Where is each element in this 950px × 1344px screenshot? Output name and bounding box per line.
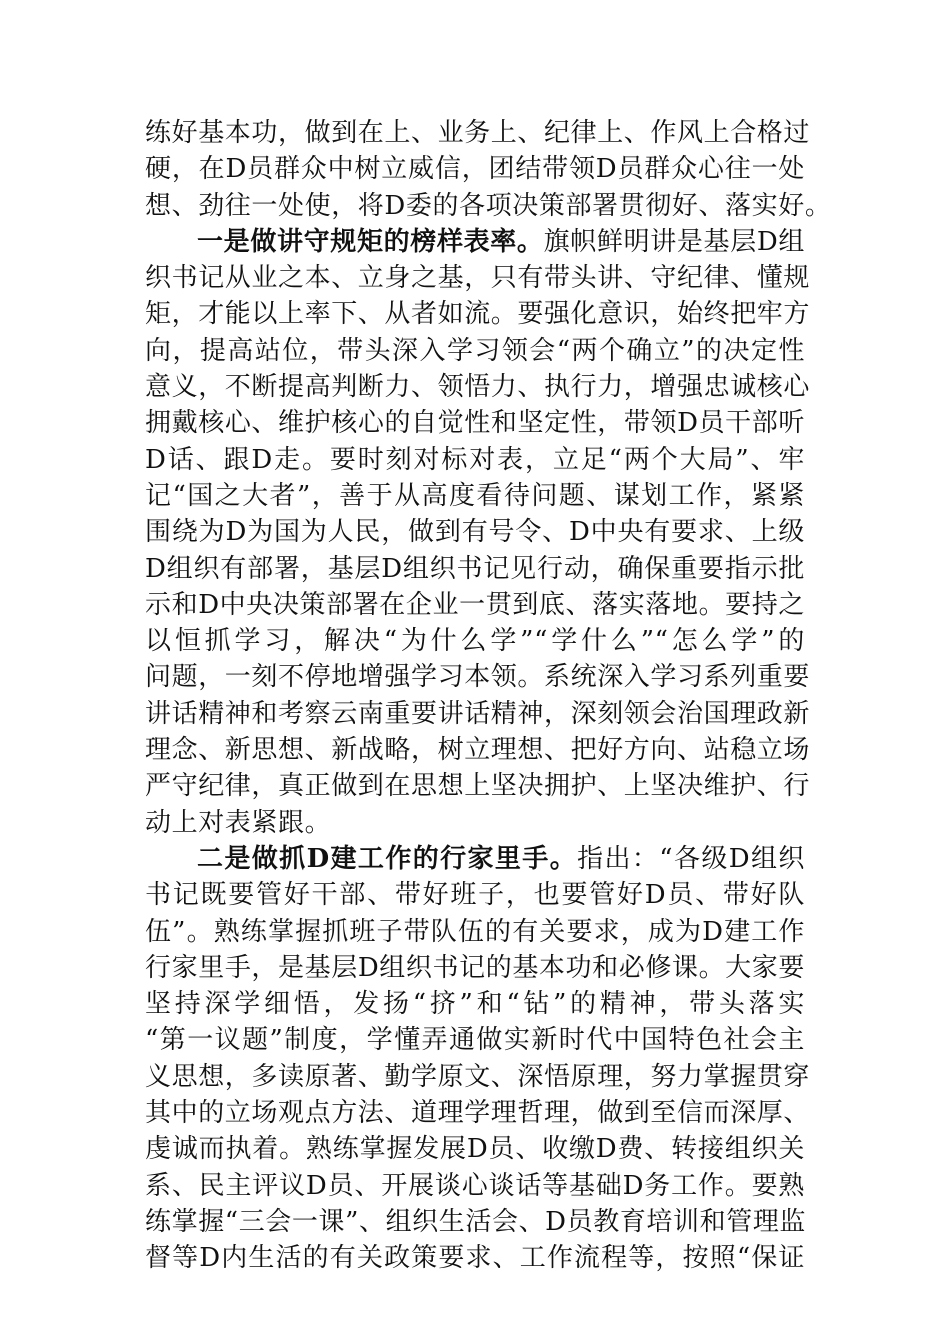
text-line: 示和D中央决策部署在企业一贯到底、落实落地。要持之 bbox=[145, 589, 805, 620]
text-line: 问题，一刻不停地增强学习本领。系统深入学习系列重要 bbox=[145, 662, 811, 693]
text-line: 练好基本功，做到在上、业务上、纪律上、作风上合格过 bbox=[145, 118, 811, 148]
body-text bbox=[145, 115, 832, 1277]
text-line: 行家里手，是基层D组织书记的基本功和必修课。大家要 bbox=[145, 952, 805, 983]
text-line: 虔诚而执着。熟练掌握发展D员、收缴D费、转接组织关 bbox=[145, 1134, 805, 1165]
paragraph-first-line bbox=[145, 224, 805, 260]
text-span: 旗帜鲜明讲是基层D组 bbox=[543, 226, 805, 257]
text-line: 记“国之大者”，善于从高度看待问题、谋划工作，紧紧 bbox=[145, 480, 805, 511]
text-line: 坚持深学细悟，发扬“挤”和“钻”的精神，带头落实 bbox=[145, 989, 805, 1020]
text-span: 指出：“各级D组织 bbox=[577, 843, 805, 874]
text-line: D组织有部署，基层D组织书记见行动，确保重要指示批 bbox=[145, 553, 805, 584]
text-line: D话、跟D走。要时刻对标对表，立足“两个大局”、牢 bbox=[145, 444, 805, 475]
text-line: 义思想，多读原著、勤学原文、深悟原理，努力掌握贯穿 bbox=[145, 1061, 811, 1092]
text-line: 其中的立场观点方法、道理学理哲理，做到至信而深厚、 bbox=[145, 1098, 811, 1129]
text-line: 动上对表紧跟。 bbox=[145, 807, 332, 838]
text-line: 伍”。熟练掌握抓班子带队伍的有关要求，成为D建工作 bbox=[145, 916, 805, 947]
text-line: 拥戴核心、维护核心的自觉性和坚定性，带领D员干部听 bbox=[145, 408, 805, 439]
text-line: 以恒抓学习，解决“为什么学”“学什么”“怎么学”的 bbox=[145, 626, 805, 657]
text-line: 讲话精神和考察云南重要讲话精神，深刻领会治国理政新 bbox=[145, 698, 811, 729]
text-line: 矩，才能以上率下、从者如流。要强化意识，始终把牢方 bbox=[145, 299, 811, 330]
text-line: 织书记从业之本、立身之基，只有带头讲、守纪律、懂规 bbox=[145, 263, 811, 294]
section-heading: 一是做讲守规矩的榜样表率。 bbox=[197, 226, 544, 257]
text-line: 督等D内生活的有关政策要求、工作流程等，按照“保证 bbox=[145, 1243, 805, 1274]
text-line: 练掌握“三会一课”、组织生活会、D员教育培训和管理监 bbox=[145, 1206, 807, 1237]
text-line: 严守纪律，真正做到在思想上坚决拥护、上坚决维护、行 bbox=[145, 771, 811, 802]
text-line: 理念、新思想、新战略，树立理想、把好方向、站稳立场 bbox=[145, 735, 811, 766]
text-line: 意义，不断提高判断力、领悟力、执行力，增强忠诚核心 bbox=[145, 372, 811, 403]
text-line: 书记既要管好干部、带好班子，也要管好D员、带好队 bbox=[145, 880, 805, 911]
text-line: “第一议题”制度，学懂弄通做实新时代中国特色社会主 bbox=[145, 1025, 805, 1056]
text-line: 围绕为D为国为人民，做到有号令、D中央有要求、上级 bbox=[145, 517, 805, 548]
paragraph-first-line bbox=[145, 841, 805, 877]
text-line: 向，提高站位，带头深入学习领会“两个确立”的决定性 bbox=[145, 335, 805, 366]
text-line: 想、劲往一处使，将D委的各项决策部署贯彻好、落实好。 bbox=[145, 190, 832, 221]
section-heading: 二是做抓D建工作的行家里手。 bbox=[197, 843, 578, 874]
text-line: 系、民主评议D员、开展谈心谈话等基础D务工作。要熟 bbox=[145, 1170, 805, 1201]
text-line: 硬，在D员群众中树立威信，团结带领D员群众心往一处 bbox=[145, 154, 805, 185]
